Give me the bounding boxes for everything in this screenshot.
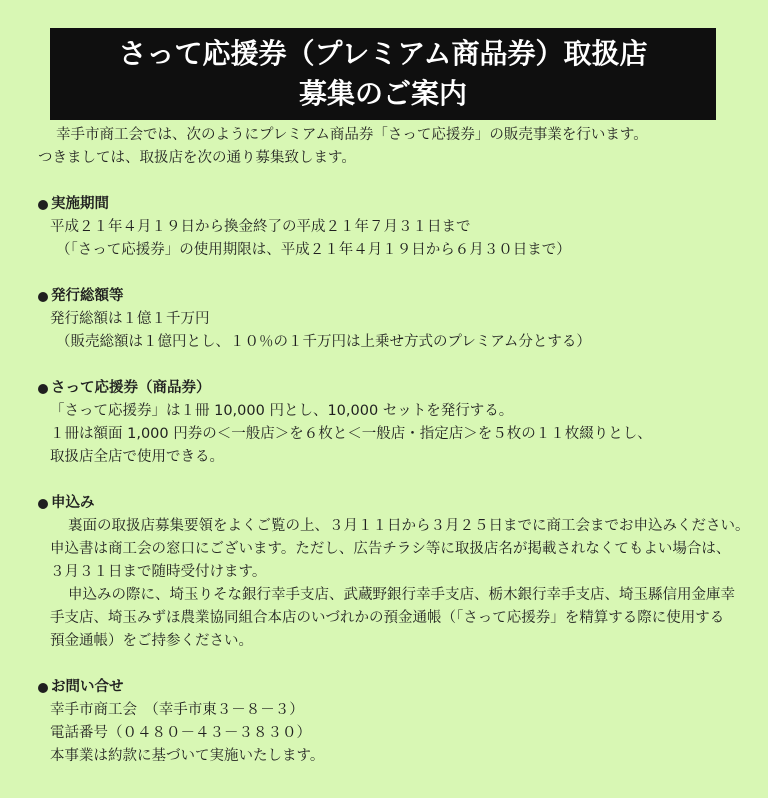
bullet-icon [38, 200, 48, 210]
section-heading: さって応援券（商品券） [51, 380, 211, 396]
title-line-2: 募集のご案内 [298, 77, 467, 110]
bullet-icon [38, 292, 48, 302]
section-line: ３月３１日まで随時受付けます。 [50, 564, 267, 580]
terms-note: 本事業は約款に基づいて実施いたします。 [50, 748, 325, 764]
section-heading: 申込み [51, 495, 95, 511]
bullet-icon [38, 683, 48, 693]
section-line: 取扱店全店で使用できる。 [50, 449, 224, 465]
section-line: （販売総額は１億円とし、１０％の１千万円は上乗せ方式のプレミアム分とする） [56, 334, 591, 350]
bullet-icon [38, 499, 48, 509]
section-line: （「さって応援券」の使用期限は、平成２１年４月１９日から６月３０日まで） [56, 242, 571, 258]
section-heading: 発行総額等 [51, 288, 124, 304]
section-line: 申込みの際に、埼玉りそな銀行幸手支店、武蔵野銀行幸手支店、栃木銀行幸手支店、埼玉縣信用金庫幸 [68, 587, 735, 603]
section-line: 手支店、埼玉みずほ農業協同組合本店のいづれかの預金通帳（「さって応援券」を精算する際に使用する [50, 610, 725, 626]
section-line: 発行総額は１億１千万円 [50, 311, 210, 327]
section-line: 「さって応援券」は１冊 10,000 円とし、10,000 セットを発行する。 [50, 403, 514, 419]
section-line: 裏面の取扱店募集要領をよくご覧の上、３月１１日から３月２５日までに商工会までお申込みください。 [68, 518, 750, 534]
bullet-icon [38, 384, 48, 394]
section-period [38, 193, 738, 262]
intro-line-1: 幸手市商工会では、次のようにプレミアム商品券「さって応援券」の販売事業を行います。 [56, 127, 648, 143]
section-line: 申込書は商工会の窓口にございます。ただし、広告チラシ等に取扱店名が掲載されなくてもよい場合は、 [50, 541, 731, 557]
contact-organization: 幸手市商工会 （幸手市東３－８－３） [50, 702, 304, 718]
section-issue-amount [38, 285, 738, 354]
section-heading: お問い合せ [51, 679, 124, 695]
section-line: 預金通帳）をご持参ください。 [50, 633, 253, 649]
section-contact [38, 676, 738, 768]
section-line: １冊は額面 1,000 円券の＜一般店＞を６枚と＜一般店・指定店＞を５枚の１１枚綴りとし、 [50, 426, 652, 442]
document-body [38, 124, 750, 768]
intro-line-2: つきましては、取扱店を次の通り募集致します。 [38, 150, 356, 166]
section-heading: 実施期間 [51, 196, 109, 212]
intro-paragraph [38, 124, 738, 170]
title-line-1: さって応援券（プレミアム商品券）取扱店 [118, 37, 648, 70]
title-banner [50, 28, 716, 120]
section-voucher [38, 377, 738, 469]
section-line: 平成２１年４月１９日から換金終了の平成２１年７月３１日まで [50, 219, 471, 235]
section-application [38, 492, 750, 653]
contact-phone: 電話番号（０４８０－４３－３８３０） [50, 725, 311, 741]
